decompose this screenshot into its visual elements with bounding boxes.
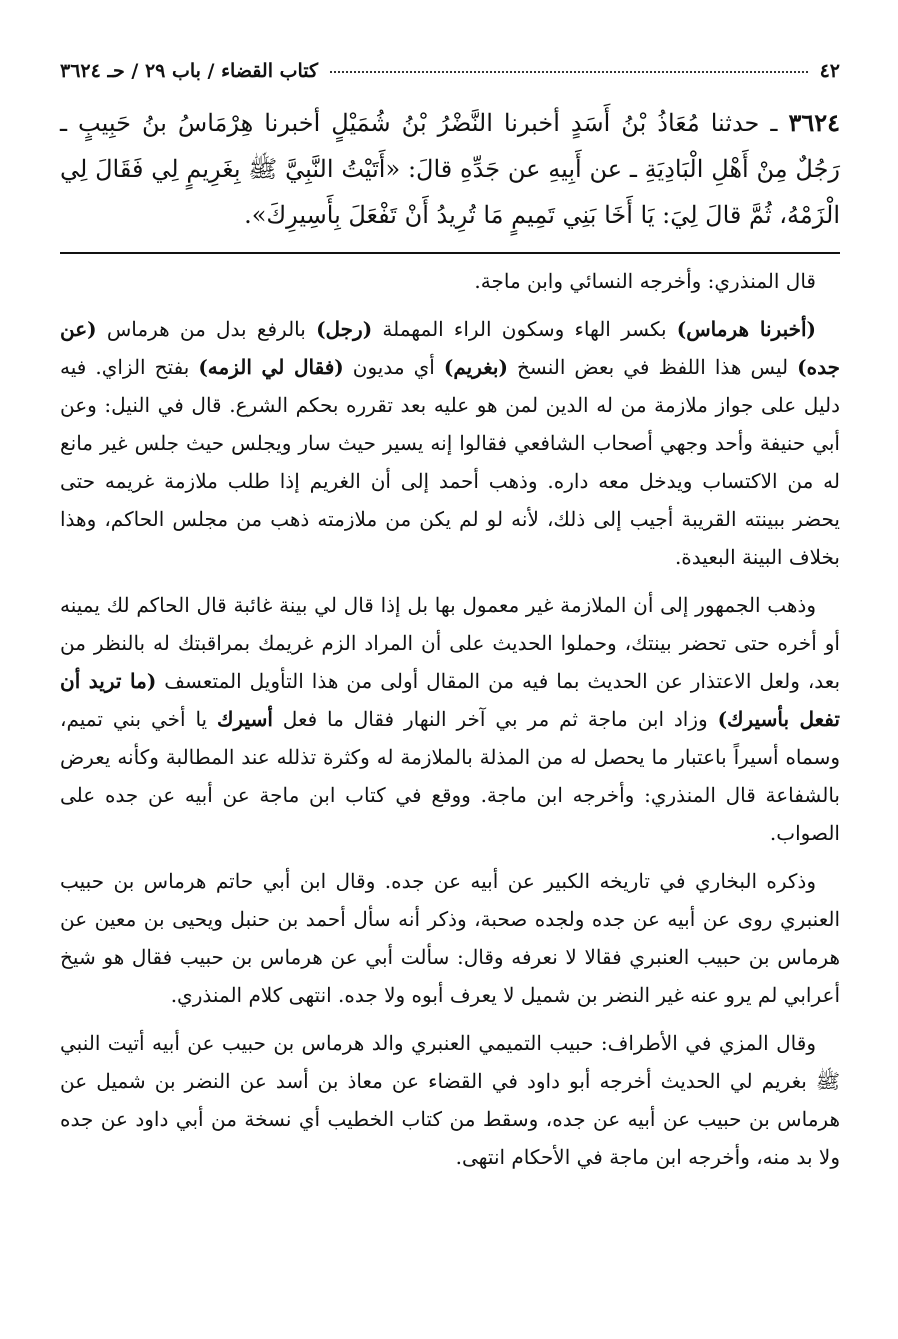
commentary-paragraph-4: وذكره البخاري في تاريخه الكبير عن أبيه عن جده. وقال ابن أبي حاتم هرماس بن حبيب العنبري روى عن أبيه عن جده ولجده صحبة، وذكر أنه سأل أحمد بن حنبل ويحيى بن معين عن هرماس بن حبيب العنبري فقالا لا نعرفه وقال: سألت أبي عن هرماس بن حبيب فقال هو شيخ أعرابي لم يرو عنه غير النضر بن شميل لا يعرف أبوه ولا جده. انتهى كلام المنذري. bbox=[60, 869, 840, 1007]
quoted-term: (أخبرنا هرماس) bbox=[676, 317, 817, 341]
quoted-term: (فقال لي الزمه) bbox=[198, 355, 344, 379]
quoted-term: (رجل) bbox=[316, 317, 373, 341]
commentary-text: بالرفع بدل من هرماس bbox=[96, 317, 317, 341]
commentary-text: يا أخي بني تميم، وسماه أسيراً باعتبار ما يحصل له من المذلة بالملازمة له وكثرة تذلله عند المطالبة وكأنه يعرض بالشفاعة قال المنذري: وأخرجه ابن ماجة. ووقع في كتاب ابن ماجة عن أبيه عن جده على الصواب. bbox=[60, 707, 840, 845]
document-page bbox=[60, 60, 840, 1320]
quoted-term: (ما تريد أن تفعل بأسيرك) bbox=[60, 669, 840, 731]
commentary-text: أي مديون bbox=[343, 355, 444, 379]
commentary-paragraph-5: وقال المزي في الأطراف: حبيب التميمي العنبري والد هرماس بن حبيب عن أبيه أتيت النبي ﷺ بغريم لي الحديث أخرجه أبو داود في القضاء عن معاذ بن أسد عن النضر بن شميل عن هرماس بن حبيب عن أبيه عن جده، وسقط من كتاب الخطيب أي نسخة من أبي داود عن جده ولا بد منه، وأخرجه ابن ماجة في الأحكام انتهى. bbox=[60, 1031, 840, 1169]
chapter-reference: كتاب القضاء / باب ٢٩ / حـ ٣٦٢٤ bbox=[60, 60, 319, 82]
page-number: ٤٢ bbox=[819, 60, 840, 82]
quoted-term: (عن جده) bbox=[60, 317, 840, 379]
hadith-body: ـ حدثنا مُعَاذُ بْنُ أَسَدٍ أخبرنا النَّضْرُ بْنُ شُمَيْلٍ أخبرنا هِرْمَاسُ بنُ حَبِيبٍ ـ رَجُلٌ مِنْ أَهْلِ الْبَادِيَةِ ـ عن أَبِيهِ عن جَدِّهِ قالَ: «أَتَيْتُ النَّبِيَّ ﷺ بِغَرِيمٍ لِي فَقَالَ لِي الْزَمْهُ، ثُمَّ قالَ لِيَ: يَا أَخَا بَنِي تَمِيمٍ مَا تُرِيدُ أَنْ تَفْعَلَ بِأَسِيرِكَ». bbox=[60, 109, 840, 229]
commentary-paragraph-3 bbox=[60, 586, 840, 852]
hadith-number: ٣٦٢٤ bbox=[788, 108, 840, 137]
commentary-text: ليس هذا اللفظ في بعض النسخ bbox=[507, 355, 798, 379]
running-header bbox=[60, 60, 840, 100]
commentary-text: وزاد ابن ماجة ثم مر بي آخر النهار فقال ما فعل bbox=[272, 707, 718, 731]
quoted-term: (بغريم) bbox=[443, 355, 508, 379]
commentary bbox=[60, 262, 840, 1176]
commentary-paragraph-1: قال المنذري: وأخرجه النسائي وابن ماجة. bbox=[474, 269, 816, 293]
commentary-text: بكسر الهاء وسكون الراء المهملة bbox=[372, 317, 677, 341]
commentary-text: وذهب الجمهور إلى أن الملازمة غير معمول بها بل إذا قال لي بينة غائبة قال الحاكم لك يمينه أو أخره حتى تحضر بينتك، وحملوا الحديث على أن المراد الزم غريمك بمراقبتك له بالنظر من بعد، ولعل الاعتذار عن الحديث بما فيه من المقال أولى من هذا التأويل المتعسف bbox=[60, 593, 841, 693]
hadith-text-block bbox=[60, 100, 840, 254]
quoted-term: أسيرك bbox=[217, 707, 273, 731]
commentary-text: بفتح الزاي. فيه دليل على جواز ملازمة من له الدين لمن هو عليه بعد تقرره بحكم الشرع. قال في النيل: وعن أبي حنيفة وأحد وجهي أصحاب الشافعي فقالوا إنه يسير حيث سار ويجلس حيث جلس غير مانع له من الاكتساب ويدخل معه داره. وذهب أحمد إلى أن الغريم إذا طلب ملازمة غريمه حتى يحضر ببينته القريبة أجيب إلى ذلك، لأنه لو لم يكن من ملازمته ذهب من مجلس الحاكم، وهذا بخلاف البينة البعيدة. bbox=[60, 355, 840, 569]
header-leader-dots bbox=[330, 71, 808, 73]
commentary-paragraph-2 bbox=[60, 310, 840, 576]
